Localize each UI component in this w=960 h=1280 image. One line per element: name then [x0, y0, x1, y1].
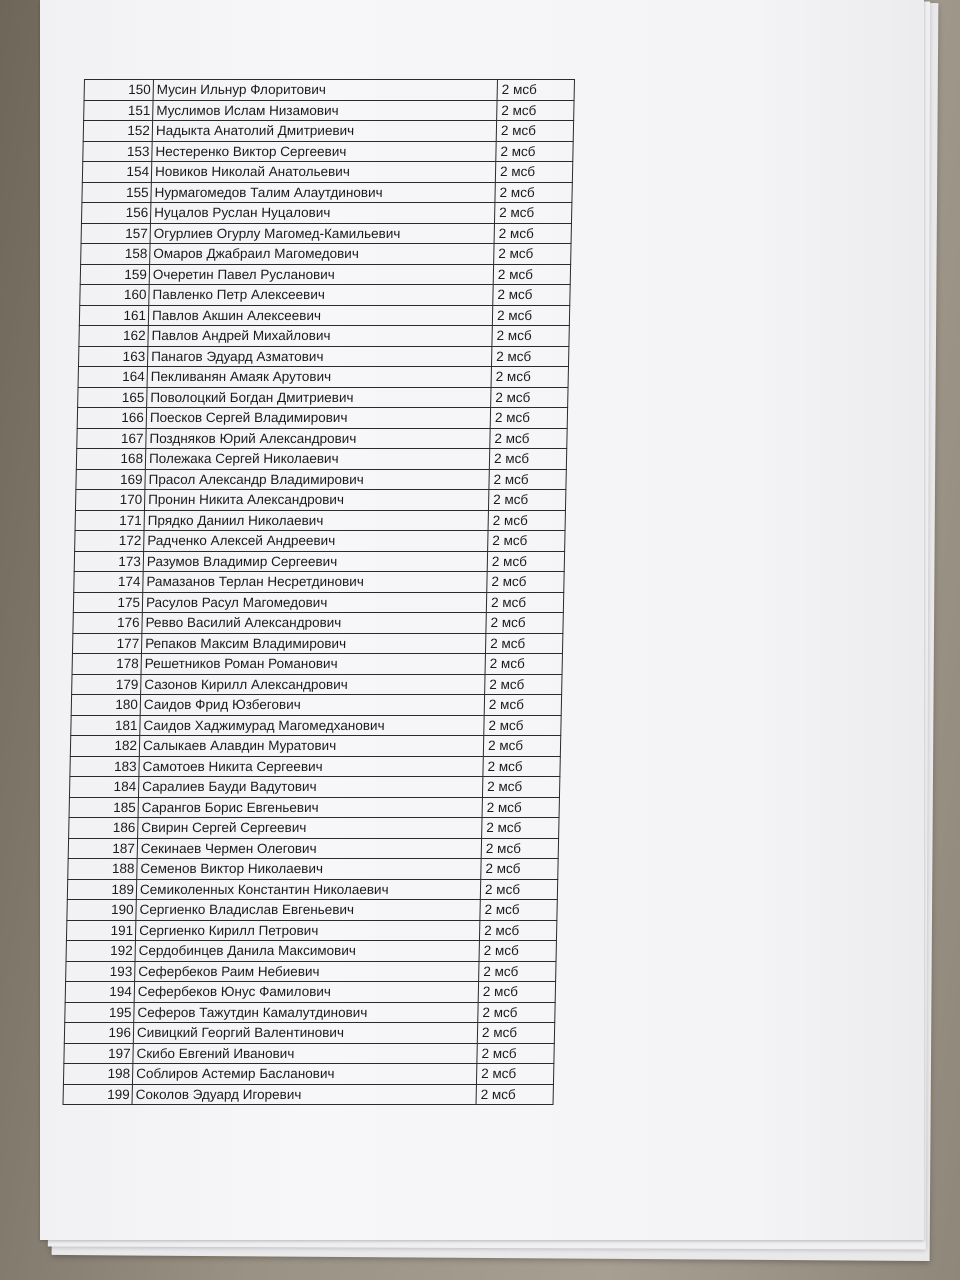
table-row	[82, 182, 572, 203]
full-name-cell: Сердобинцев Данила Максимович	[135, 941, 479, 962]
unit-cell: 2 мсб	[491, 367, 568, 388]
unit-cell: 2 мсб	[485, 674, 562, 695]
row-number-cell: 156	[81, 203, 150, 224]
table-row	[70, 756, 560, 777]
unit-cell: 2 мсб	[480, 900, 557, 921]
unit-cell: 2 мсб	[479, 920, 556, 941]
table-row	[81, 203, 571, 224]
full-name-cell: Сергиенко Владислав Евгеньевич	[136, 900, 480, 921]
table-row	[71, 695, 561, 716]
unit-cell: 2 мсб	[494, 244, 571, 265]
unit-cell: 2 мсб	[486, 592, 563, 613]
row-number-cell: 180	[71, 695, 140, 716]
unit-cell: 2 мсб	[487, 572, 564, 593]
unit-cell: 2 мсб	[480, 879, 557, 900]
full-name-cell: Нестеренко Виктор Сергеевич	[152, 141, 496, 162]
row-number-cell: 185	[69, 797, 138, 818]
unit-cell: 2 мсб	[488, 490, 565, 511]
unit-cell: 2 мсб	[494, 203, 571, 224]
full-name-cell: Саидов Хаджимурад Магомедханович	[140, 715, 484, 736]
unit-cell: 2 мсб	[497, 80, 574, 101]
row-number-cell: 198	[63, 1064, 132, 1085]
table-row	[73, 592, 563, 613]
row-number-cell: 188	[68, 859, 137, 880]
table-row	[74, 551, 564, 572]
table-row	[74, 572, 564, 593]
full-name-cell: Поволоцкий Богдан Дмитриевич	[147, 387, 491, 408]
table-row	[67, 900, 557, 921]
unit-cell: 2 мсб	[495, 182, 572, 203]
table-row	[77, 408, 567, 429]
row-number-cell: 171	[75, 510, 144, 531]
unit-cell: 2 мсб	[493, 285, 570, 306]
full-name-cell: Саралиев Бауди Вадутович	[138, 777, 482, 798]
full-name-cell: Решетников Роман Романович	[141, 654, 485, 675]
row-number-cell: 178	[72, 654, 141, 675]
table-row	[70, 736, 560, 757]
table-row	[75, 510, 565, 531]
table-row	[81, 223, 571, 244]
full-name-cell: Салыкаев Алавдин Муратович	[139, 736, 483, 757]
unit-cell: 2 мсб	[479, 941, 556, 962]
unit-cell: 2 мсб	[483, 736, 560, 757]
row-number-cell: 176	[73, 613, 142, 634]
unit-cell: 2 мсб	[490, 428, 567, 449]
full-name-cell: Поесков Сергей Владимирович	[146, 408, 490, 429]
row-number-cell: 158	[81, 244, 150, 265]
full-name-cell: Соблиров Астемир Басланович	[132, 1064, 476, 1085]
full-name-cell: Панагов Эдуард Азматович	[147, 346, 491, 367]
row-number-cell: 190	[67, 900, 136, 921]
unit-cell: 2 мсб	[478, 982, 555, 1003]
unit-cell: 2 мсб	[491, 346, 568, 367]
full-name-cell: Сефербеков Юнус Фамилович	[134, 982, 478, 1003]
row-number-cell: 170	[75, 490, 144, 511]
full-name-cell: Прядко Даниил Николаевич	[144, 510, 488, 531]
unit-cell: 2 мсб	[489, 449, 566, 470]
row-number-cell: 192	[66, 941, 135, 962]
row-number-cell: 193	[66, 961, 135, 982]
full-name-cell: Огурлиев Огурлу Магомед-Камильевич	[150, 223, 494, 244]
row-number-cell: 181	[71, 715, 140, 736]
table-row	[79, 305, 569, 326]
table-row	[67, 879, 557, 900]
unit-cell: 2 мсб	[486, 613, 563, 634]
full-name-cell: Омаров Джабраил Магомедович	[150, 244, 494, 265]
row-number-cell: 162	[79, 326, 148, 347]
unit-cell: 2 мсб	[484, 715, 561, 736]
unit-cell: 2 мсб	[485, 654, 562, 675]
full-name-cell: Пекливанян Амаяк Арутович	[147, 367, 491, 388]
table-row	[66, 961, 556, 982]
row-number-cell: 187	[68, 838, 137, 859]
table-row	[79, 326, 569, 347]
row-number-cell: 164	[78, 367, 147, 388]
row-number-cell: 199	[63, 1084, 132, 1105]
table-row	[83, 141, 573, 162]
full-name-cell: Нурмагомедов Талим Алаутдинович	[151, 182, 495, 203]
unit-cell: 2 мсб	[496, 141, 573, 162]
table-row	[64, 1043, 554, 1064]
unit-cell: 2 мсб	[496, 121, 573, 142]
full-name-cell: Соколов Эдуард Игоревич	[132, 1084, 476, 1105]
unit-cell: 2 мсб	[485, 633, 562, 654]
unit-cell: 2 мсб	[487, 551, 564, 572]
table-row	[84, 80, 574, 101]
full-name-cell: Павленко Петр Алексеевич	[149, 285, 493, 306]
unit-cell: 2 мсб	[476, 1064, 553, 1085]
unit-cell: 2 мсб	[492, 326, 569, 347]
table-row	[76, 449, 566, 470]
table-row	[63, 1084, 553, 1105]
table-row	[66, 941, 556, 962]
row-number-cell: 166	[77, 408, 146, 429]
unit-cell: 2 мсб	[495, 162, 572, 183]
table-row	[72, 674, 562, 695]
row-number-cell: 195	[65, 1002, 134, 1023]
unit-cell: 2 мсб	[482, 797, 559, 818]
table-row	[75, 531, 565, 552]
full-name-cell: Сазонов Кирилл Александрович	[141, 674, 485, 695]
full-name-cell: Надыкта Анатолий Дмитриевич	[152, 121, 496, 142]
full-name-cell: Радченко Алексей Андреевич	[144, 531, 488, 552]
full-name-cell: Прасол Александр Владимирович	[145, 469, 489, 490]
row-number-cell: 184	[69, 777, 138, 798]
full-name-cell: Сеферов Тажутдин Камалутдинович	[134, 1002, 478, 1023]
unit-cell: 2 мсб	[481, 838, 558, 859]
row-number-cell: 155	[82, 182, 151, 203]
unit-cell: 2 мсб	[489, 469, 566, 490]
table-row	[68, 859, 558, 880]
unit-cell: 2 мсб	[479, 961, 556, 982]
unit-cell: 2 мсб	[493, 264, 570, 285]
unit-cell: 2 мсб	[484, 695, 561, 716]
full-name-cell: Семиколенных Константин Николаевич	[136, 879, 480, 900]
table-row	[69, 797, 559, 818]
full-name-cell: Рамазанов Терлан Несретдинович	[143, 572, 487, 593]
full-name-cell: Самотоев Никита Сергеевич	[139, 756, 483, 777]
row-number-cell: 189	[67, 879, 136, 900]
unit-cell: 2 мсб	[492, 305, 569, 326]
table-row	[81, 244, 571, 265]
table-row	[78, 387, 568, 408]
row-number-cell: 153	[83, 141, 152, 162]
unit-cell: 2 мсб	[494, 223, 571, 244]
full-name-cell: Поздняков Юрий Александрович	[146, 428, 490, 449]
row-number-cell: 154	[82, 162, 151, 183]
row-number-cell: 168	[76, 449, 145, 470]
table-row	[73, 613, 563, 634]
row-number-cell: 173	[74, 551, 143, 572]
unit-cell: 2 мсб	[481, 859, 558, 880]
full-name-cell: Ревво Василий Александрович	[142, 613, 486, 634]
table-row	[64, 1023, 554, 1044]
table-row	[75, 490, 565, 511]
table-row	[72, 633, 562, 654]
full-name-cell: Репаков Максим Владимирович	[141, 633, 485, 654]
full-name-cell: Семенов Виктор Николаевич	[137, 859, 481, 880]
full-name-cell: Муслимов Ислам Низамович	[153, 100, 497, 121]
table-row	[80, 285, 570, 306]
table-row	[68, 838, 558, 859]
table-row	[83, 121, 573, 142]
table-row	[66, 920, 556, 941]
row-number-cell: 183	[70, 756, 139, 777]
personnel-table-body	[63, 80, 574, 1105]
row-number-cell: 157	[81, 223, 150, 244]
row-number-cell: 172	[75, 531, 144, 552]
row-number-cell: 150	[84, 80, 153, 101]
unit-cell: 2 мсб	[497, 100, 574, 121]
unit-cell: 2 мсб	[490, 408, 567, 429]
row-number-cell: 163	[78, 346, 147, 367]
full-name-cell: Полежака Сергей Николаевич	[145, 449, 489, 470]
row-number-cell: 197	[64, 1043, 133, 1064]
table-row	[69, 777, 559, 798]
table-row	[63, 1064, 553, 1085]
unit-cell: 2 мсб	[483, 756, 560, 777]
full-name-cell: Саидов Фрид Юзбегович	[140, 695, 484, 716]
row-number-cell: 159	[80, 264, 149, 285]
full-name-cell: Разумов Владимир Сергеевич	[143, 551, 487, 572]
row-number-cell: 186	[69, 818, 138, 839]
unit-cell: 2 мсб	[482, 818, 559, 839]
row-number-cell: 169	[76, 469, 145, 490]
personnel-table	[63, 79, 575, 1105]
row-number-cell: 151	[84, 100, 153, 121]
table-row	[77, 428, 567, 449]
full-name-cell: Новиков Николай Анатольевич	[151, 162, 495, 183]
unit-cell: 2 мсб	[478, 1002, 555, 1023]
full-name-cell: Свирин Сергей Сергеевич	[138, 818, 482, 839]
full-name-cell: Сарангов Борис Евгеньевич	[138, 797, 482, 818]
row-number-cell: 175	[73, 592, 142, 613]
full-name-cell: Сивицкий Георгий Валентинович	[133, 1023, 477, 1044]
row-number-cell: 196	[64, 1023, 133, 1044]
unit-cell: 2 мсб	[488, 510, 565, 531]
row-number-cell: 167	[77, 428, 146, 449]
table-row	[65, 1002, 555, 1023]
full-name-cell: Мусин Ильнур Флоритович	[153, 80, 497, 101]
unit-cell: 2 мсб	[491, 387, 568, 408]
table-row	[78, 346, 568, 367]
unit-cell: 2 мсб	[482, 777, 559, 798]
full-name-cell: Расулов Расул Магомедович	[142, 592, 486, 613]
table-row	[69, 818, 559, 839]
table-row	[78, 367, 568, 388]
full-name-cell: Сефербеков Раим Небиевич	[135, 961, 479, 982]
full-name-cell: Пронин Никита Александрович	[144, 490, 488, 511]
row-number-cell: 177	[72, 633, 141, 654]
row-number-cell: 165	[78, 387, 147, 408]
table-row	[65, 982, 555, 1003]
table-row	[76, 469, 566, 490]
row-number-cell: 194	[65, 982, 134, 1003]
full-name-cell: Очеретин Павел Русланович	[149, 264, 493, 285]
full-name-cell: Секинаев Чермен Олегович	[137, 838, 481, 859]
row-number-cell: 152	[83, 121, 152, 142]
full-name-cell: Сергиенко Кирилл Петрович	[135, 920, 479, 941]
full-name-cell: Павлов Андрей Михайлович	[148, 326, 492, 347]
unit-cell: 2 мсб	[477, 1043, 554, 1064]
full-name-cell: Скибо Евгений Иванович	[133, 1043, 477, 1064]
table-row	[84, 100, 574, 121]
row-number-cell: 160	[80, 285, 149, 306]
unit-cell: 2 мсб	[477, 1023, 554, 1044]
table-row	[82, 162, 572, 183]
table-row	[71, 715, 561, 736]
row-number-cell: 174	[74, 572, 143, 593]
unit-cell: 2 мсб	[476, 1084, 553, 1105]
row-number-cell: 182	[70, 736, 139, 757]
row-number-cell: 191	[66, 920, 135, 941]
table-row	[72, 654, 562, 675]
table-row	[80, 264, 570, 285]
row-number-cell: 161	[79, 305, 148, 326]
full-name-cell: Нуцалов Руслан Нуцалович	[150, 203, 494, 224]
full-name-cell: Павлов Акшин Алексеевич	[148, 305, 492, 326]
row-number-cell: 179	[72, 674, 141, 695]
unit-cell: 2 мсб	[488, 531, 565, 552]
